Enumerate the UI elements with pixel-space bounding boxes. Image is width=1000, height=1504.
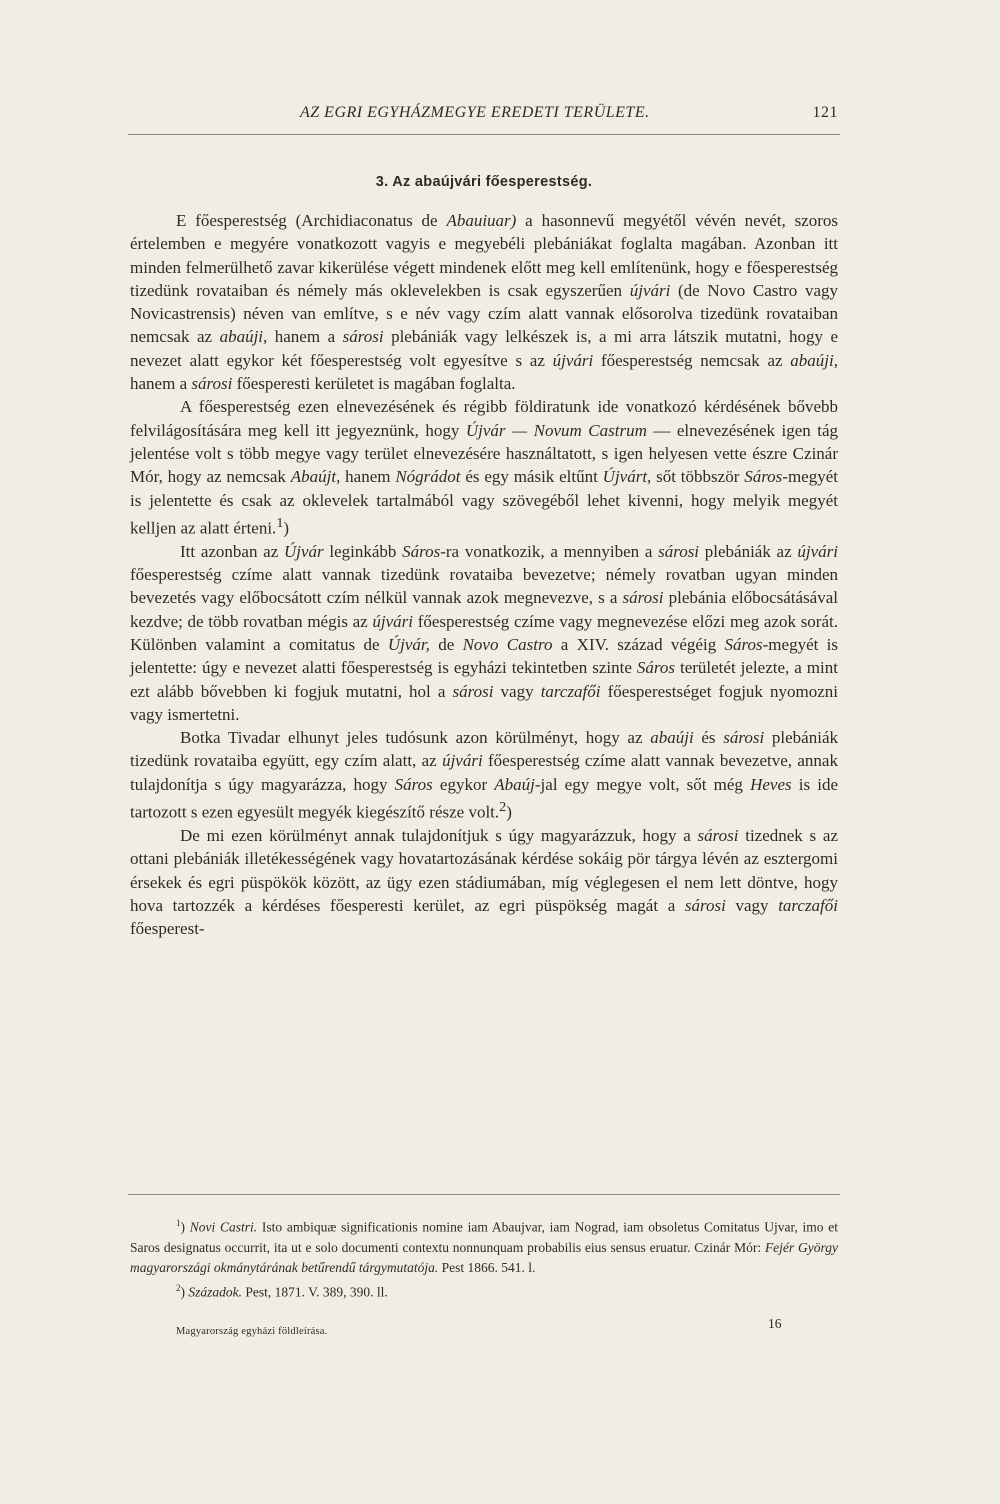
text-run: a hasonnevű megyétől vévén nevét, szoros értelemben e megyére vonatkozott vagyis e megyebéli plebániákat foglalta magában. Azonban itt minden felmerülhető zavar kikerülése végett mindenek előtt meg kell említenünk, hogy e főesperestség tizedünk rovataiban és némely más oklevelekben is csak egyszerűen bbox=[130, 211, 839, 300]
italic-term: Sáros bbox=[636, 658, 675, 678]
italic-term: Nógrádot bbox=[395, 467, 461, 487]
italic-term: újvári bbox=[797, 541, 838, 561]
text-run: főesperesti kerületet is magában foglalta. bbox=[232, 374, 516, 394]
running-title: AZ EGRI EGYHÁZMEGYE EREDETI TERÜLETE. bbox=[300, 104, 650, 121]
text-run: -jal egy megye volt, sőt még bbox=[534, 774, 751, 794]
text-run: plebániák vagy lelkészek is, a mi arra látszik mutatni, hogy e nevezet alatt egykor két főesperestség volt egyesítve s az bbox=[130, 327, 838, 370]
italic-term: Újvár bbox=[283, 541, 324, 561]
italic-term: Újvár — Novum Castrum bbox=[465, 420, 647, 440]
text-run: területét jelezte, a mint ezt alább bővebben ki fogjuk mutatni, hol a bbox=[130, 658, 838, 701]
footnote-paren: ) bbox=[180, 1219, 190, 1235]
text-run: Itt azonban az bbox=[180, 541, 284, 561]
text-run: vagy bbox=[725, 895, 779, 915]
text-run: — elnevezésének igen tág jelentése volt s több megye vagy terület elnevezésére használtatott, s igen helyesen vette észre Czinár Mór, hogy az nemcsak bbox=[130, 420, 839, 487]
text-run: plebániák az bbox=[699, 541, 798, 561]
text-run: (de Novo Castro vagy Novicastrensis) néven van említve, s e név vagy czím alatt vannak elősorolva tizedünk rovataiban nemcsak az bbox=[130, 280, 839, 347]
sheet-number: 16 bbox=[768, 1316, 782, 1331]
italic-term: Újvárt, bbox=[602, 467, 652, 487]
italic-term: tarczafői bbox=[778, 895, 839, 915]
italic-term: újvári bbox=[629, 280, 671, 300]
italic-term: tarczafői bbox=[540, 681, 601, 701]
italic-term: sárosi bbox=[658, 541, 700, 561]
text-run: vagy bbox=[493, 681, 541, 701]
text-run: és bbox=[693, 728, 724, 748]
text-run: E főesperestség (Archidiaconatus de bbox=[176, 211, 447, 230]
text-run: De mi ezen körülményt annak tulajdonítjuk s úgy magyarázzuk, hogy a bbox=[180, 826, 698, 846]
text-run: hanem bbox=[340, 467, 396, 487]
italic-term: Sáros bbox=[394, 774, 433, 794]
italic-term: újvári bbox=[442, 751, 483, 771]
text-run: hanem a bbox=[267, 327, 343, 347]
text-run: ) bbox=[506, 802, 512, 822]
text-run: tizednek s az ottani plebániák illetékességének vagy hovatartozásának kérdése sokáig pör tárgya lévén az esztergomi érsekek és egri püspökök között, az ügy ezen stádiumában, míg véglegesen el nem lett döntve, hogy hova tartozzék a kérdéses főesperesti kerület, az egri püspökség magát a bbox=[130, 826, 839, 915]
text-run: A főesperestség ezen elnevezésének és régibb földiratunk ide vonatkozó kérdésének bővebb felvilágosítására meg kell itt jegyeznünk, hogy bbox=[130, 397, 838, 440]
italic-term: újvári bbox=[552, 350, 594, 370]
italic-term: abaúji bbox=[650, 728, 694, 748]
text-run: hanem a bbox=[130, 374, 192, 394]
page-number: 121 bbox=[812, 104, 838, 121]
text-run: és egy másik eltűnt bbox=[460, 467, 603, 487]
text-run: főesperestség nemcsak az bbox=[593, 350, 791, 370]
text-run: főesperestséget fogjuk nyomozni vagy ismertetni. bbox=[130, 681, 839, 724]
italic-term: sárosi bbox=[342, 327, 384, 347]
italic-term: abaúji, bbox=[219, 327, 268, 347]
italic-term: újvári bbox=[372, 611, 414, 631]
footnote-2 bbox=[130, 1278, 838, 1303]
text-run: plebániák tizedünk rovataiba együtt, egy czím alatt, az bbox=[130, 728, 838, 771]
text-run: ) bbox=[283, 518, 290, 538]
text-run: de bbox=[429, 635, 463, 654]
italic-term: Abauiuar) bbox=[446, 211, 517, 230]
text-run: főesperestség czíme alatt vannak bevezetve, annak tulajdonítja s úgy magyarázza, hogy bbox=[130, 751, 838, 794]
text-run: plebánia előbocsátásával kezdve; de több rovatban mégis az bbox=[130, 588, 838, 631]
text-run: főesperestség czíme vagy megnevezése előzi meg azok sorát. Különben valamint a comitatus de bbox=[130, 611, 838, 654]
paragraph-4 bbox=[130, 726, 838, 824]
header-divider bbox=[128, 134, 840, 135]
body-text bbox=[130, 209, 838, 941]
running-head bbox=[130, 104, 838, 128]
italic-term: sárosi bbox=[684, 895, 726, 915]
text-run: sőt többször bbox=[651, 467, 745, 487]
footnotes bbox=[130, 1213, 838, 1302]
footnote-paren: ) bbox=[180, 1284, 189, 1299]
italic-term: Abaújt, bbox=[290, 467, 341, 487]
italic-term: Abaúj bbox=[494, 774, 535, 794]
italic-term: Novo Castro bbox=[462, 635, 553, 654]
italic-term: sárosi bbox=[622, 588, 664, 608]
italic-term: Heves bbox=[750, 774, 792, 794]
italic-term: sárosi bbox=[452, 681, 494, 701]
footnote-marker: 1 bbox=[176, 1218, 181, 1228]
paragraph-3 bbox=[130, 540, 838, 726]
text-run: Pest 1866. 541. l. bbox=[438, 1259, 536, 1275]
text-run: -megyét is jelentette és csak az oklevelek tartalmából vagy szövegéből lehet kivenni, hogy melyik megyét kelljen az alatt érteni. bbox=[130, 467, 838, 538]
italic-term: Fejér György magyarországi okmánytárának betűrendű tárgymutatója. bbox=[130, 1239, 838, 1275]
text-run: is ide tartozott s ezen egyesült megyék kiegészítő része volt. bbox=[130, 774, 839, 822]
paragraph-2 bbox=[130, 395, 838, 539]
text-run: Isto ambiquæ significationis nomine iam Abaujvar, iam Nograd, iam obsoletus Comitatus Ujvar, imo et Saros designatus occurrit, ita ut e solo documenti contextu nonnunquam probabilis eius sensus eruatur. Czinár Mór: bbox=[130, 1219, 839, 1255]
italic-term: Sáros bbox=[402, 541, 441, 561]
italic-term: Novi Castri. bbox=[189, 1219, 258, 1235]
footnote-marker: 2 bbox=[176, 1282, 181, 1293]
text-run: Pest, 1871. V. 389, 390. ll. bbox=[242, 1284, 388, 1299]
italic-term: sárosi bbox=[191, 374, 233, 394]
italic-term: sárosi bbox=[723, 728, 765, 748]
printer-signature: Magyarország egyházi földleírása. bbox=[176, 1326, 328, 1337]
italic-term: Újvár, bbox=[387, 635, 430, 654]
footnote-1 bbox=[130, 1213, 838, 1278]
italic-term: Századok. bbox=[188, 1284, 242, 1299]
text-run: -ra vonatkozik, a mennyiben a bbox=[440, 541, 659, 561]
text-run: a XIV. század végéig bbox=[552, 635, 725, 654]
text-run: főesperest- bbox=[130, 919, 205, 939]
text-run: egykor bbox=[432, 774, 495, 794]
italic-term: Sáros bbox=[724, 635, 763, 654]
text-run: leginkább bbox=[323, 541, 403, 561]
text-run: -megyét is jelentette: úgy e nevezet alatti főesperestség is egyházi tekintetben szinte bbox=[130, 635, 839, 678]
italic-term: sárosi bbox=[697, 826, 739, 846]
italic-term: Sáros bbox=[744, 467, 783, 487]
footnote-divider bbox=[128, 1194, 840, 1195]
section-heading: 3. Az abaújvári főesperestség. bbox=[375, 174, 593, 190]
text-run: főesperestség czíme alatt vannak tizedünk rovataiba bevezetve; némely rovatban ugyan minden bevezetés vagy előbocsátott czím nélkül vannak azok megnevezve, s a bbox=[130, 565, 838, 608]
paragraph-5 bbox=[130, 824, 838, 940]
footnote-ref-2[interactable]: 2 bbox=[499, 799, 507, 816]
paragraph-1 bbox=[130, 209, 838, 395]
italic-term: abaúji, bbox=[790, 350, 838, 370]
footnote-ref-1[interactable]: 1 bbox=[276, 514, 284, 531]
text-run: Botka Tivadar elhunyt jeles tudósunk azon körülményt, hogy az bbox=[180, 728, 651, 748]
